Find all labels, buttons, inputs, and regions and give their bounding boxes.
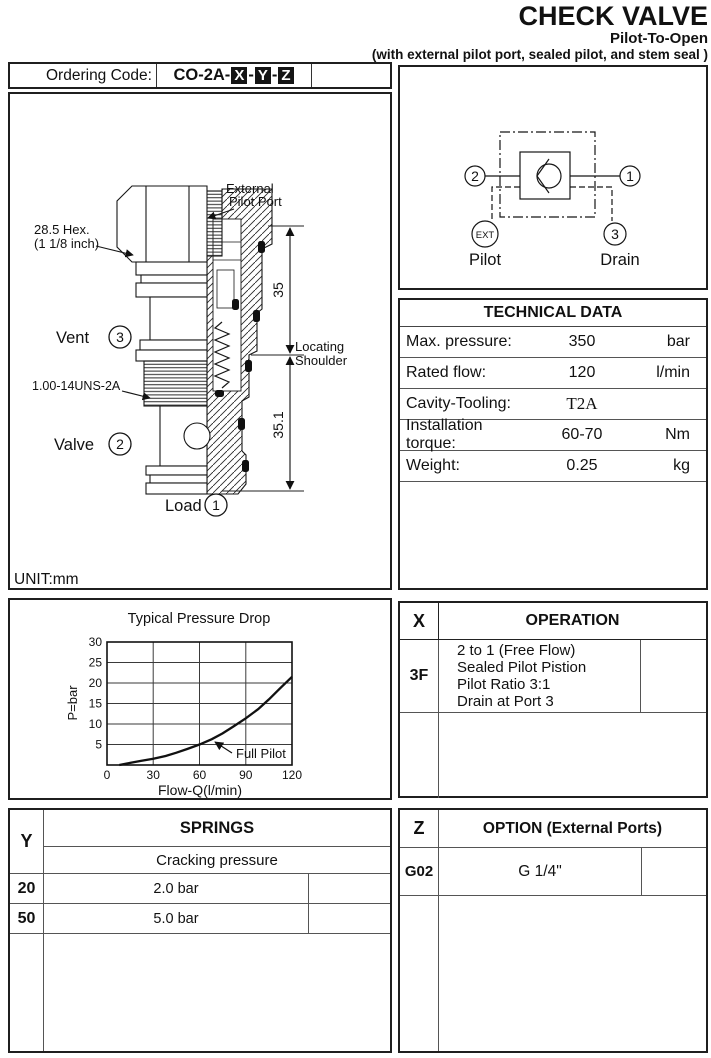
external-pilot-label-2: Pilot Port [229,194,282,209]
page-subtitle-detail: (with external pilot port, sealed pilot, and stem seal ) [371,47,708,62]
load-label: Load [165,497,202,515]
option-column-code: Z [400,810,439,847]
operation-empty-code-cell [400,713,439,798]
operation-title: OPERATION [525,612,620,629]
ordering-code-table [8,62,392,89]
load-port-number: 1 [212,497,220,513]
unit-note: UNIT:mm [14,571,79,588]
tech-label: Cavity-Tooling: [406,395,511,412]
vent-port-number: 3 [116,329,124,345]
spring-empty-cell [309,874,390,903]
svg-text:0: 0 [103,768,111,782]
tech-value: 0.25 [566,457,598,474]
svg-text:5: 5 [95,737,102,752]
operation-line: Drain at Port 3 [457,693,554,710]
svg-text:90: 90 [239,768,253,782]
dim-35: 35 [270,282,286,298]
pressure-drop-chart-panel [8,598,392,800]
schematic-envelope-dashed [500,132,595,217]
document-header [372,2,708,63]
x-axis-label: Flow-Q(l/min) [158,782,242,798]
tech-label: Rated flow: [406,364,487,381]
operation-empty-cell [641,640,706,712]
tech-unit: l/min [656,364,690,381]
spring-value: 2.0 bar [44,874,309,903]
tech-value: 120 [568,364,596,381]
check-valve-ball [537,164,561,188]
table-row [400,417,706,452]
pilot-label: Pilot [468,251,502,269]
option-empty-row [400,896,706,1051]
operation-line: Pilot Ratio 3:1 [457,676,551,693]
code-z-box: Z [278,67,293,84]
springs-header-right [44,810,390,873]
ordering-code-empty-cell [312,64,390,87]
option-table [398,808,708,1053]
table-row [10,874,390,904]
springs-table [8,808,392,1053]
operation-code: 3F [400,640,439,712]
table-row [400,451,706,482]
page-title: CHECK VALVE [518,1,708,31]
thread-label: 1.00-14UNS-2A [32,379,121,393]
operation-empty-row [400,713,706,798]
springs-empty-row [10,934,390,1051]
option-empty-code-cell [400,896,439,1051]
svg-text:10: 10 [88,717,102,731]
tech-label: Weight: [406,457,460,474]
springs-empty-code-cell [10,934,44,1051]
springs-subtitle: Cracking pressure [156,851,278,869]
drain-line-dashed [570,187,612,221]
table-row [10,904,390,934]
valve-drawing-panel [8,92,392,590]
svg-text:120: 120 [281,768,303,782]
y-tick-labels [89,635,103,752]
operation-column-code: X [400,603,439,639]
svg-text:20: 20 [88,676,102,690]
option-title: OPTION (External Ports) [482,819,663,837]
valve-cross-section-drawing [10,94,390,588]
hydraulic-schematic-panel [398,65,708,290]
technical-data-title: TECHNICAL DATA [400,300,706,327]
hex-label-1: 28.5 Hex. [34,222,90,237]
dim-35-1: 35.1 [270,411,286,439]
code-sep-1: - [248,66,254,84]
tech-unit: kg [673,457,690,474]
table-row [400,389,706,420]
page-subtitle: Pilot-To-Open [609,30,708,47]
option-header-row [400,810,706,848]
code-y-box: Y [255,67,271,84]
ordering-code-label: Ordering Code: [10,64,157,87]
spring-empty-cell [309,904,390,933]
body-threads [144,361,207,406]
svg-text:30: 30 [146,768,160,782]
code-x-box: X [231,67,247,84]
operation-header-row [400,603,706,640]
ext-label: EXT [475,230,495,241]
hydraulic-schematic [400,67,706,288]
external-pilot-label-1: External [226,181,274,196]
port-1-number: 1 [626,168,634,184]
spring-code: 20 [10,874,44,903]
x-tick-labels [104,768,303,782]
tech-value: T2A [566,394,598,413]
table-row [400,358,706,389]
operation-description [439,640,641,712]
check-valve-cell [520,152,570,199]
operation-line: 2 to 1 (Free Flow) [457,642,576,659]
option-value: G 1/4" [439,848,642,895]
option-code: G02 [400,848,439,895]
tech-label: Max. pressure: [406,333,512,350]
svg-text:15: 15 [88,696,102,711]
tech-value: 60-70 [561,426,603,443]
springs-header-row [10,810,390,874]
springs-title: SPRINGS [44,810,390,847]
tech-value: 350 [568,333,596,350]
valve-section-body [117,186,272,494]
full-pilot-annotation: Full Pilot [236,746,286,761]
y-axis-label: P=bar [65,685,80,721]
operation-table [398,601,708,798]
svg-text:25: 25 [88,655,102,670]
valve-label: Valve [54,436,95,454]
locating-shoulder-label-1: Locating [295,339,345,354]
chart-title: Typical Pressure Drop [127,611,271,627]
cross-hole [184,423,210,449]
svg-text:30: 30 [88,635,102,649]
pilot-line-dashed [492,187,520,220]
tech-unit: Nm [665,426,690,443]
tech-label: Installation torque: [406,417,483,452]
pressure-drop-chart [10,600,390,798]
svg-text:60: 60 [192,768,207,782]
locating-shoulder-label-2: Shoulder [295,353,348,368]
technical-data-table [398,298,708,590]
ordering-code-value [157,64,312,87]
vent-label: Vent [56,329,90,347]
code-sep-2: - [271,66,278,84]
table-row [400,327,706,358]
tech-unit: bar [666,333,690,350]
port-2-number: 2 [471,168,479,184]
table-row [400,640,706,713]
operation-line: Sealed Pilot Pistion [457,659,587,676]
spring-value: 5.0 bar [44,904,309,933]
port-3-number: 3 [611,226,619,242]
drain-label: Drain [600,251,640,269]
spring-code: 50 [10,904,44,933]
option-empty-cell [642,848,706,895]
hex-label-2: (1 1/8 inch) [34,236,100,251]
hex-head [117,186,207,262]
valve-port-number: 2 [116,436,124,452]
full-pilot-arrow [215,742,232,753]
table-row [400,848,706,896]
code-prefix: CO-2A- [173,66,231,84]
springs-column-code: Y [10,810,44,873]
